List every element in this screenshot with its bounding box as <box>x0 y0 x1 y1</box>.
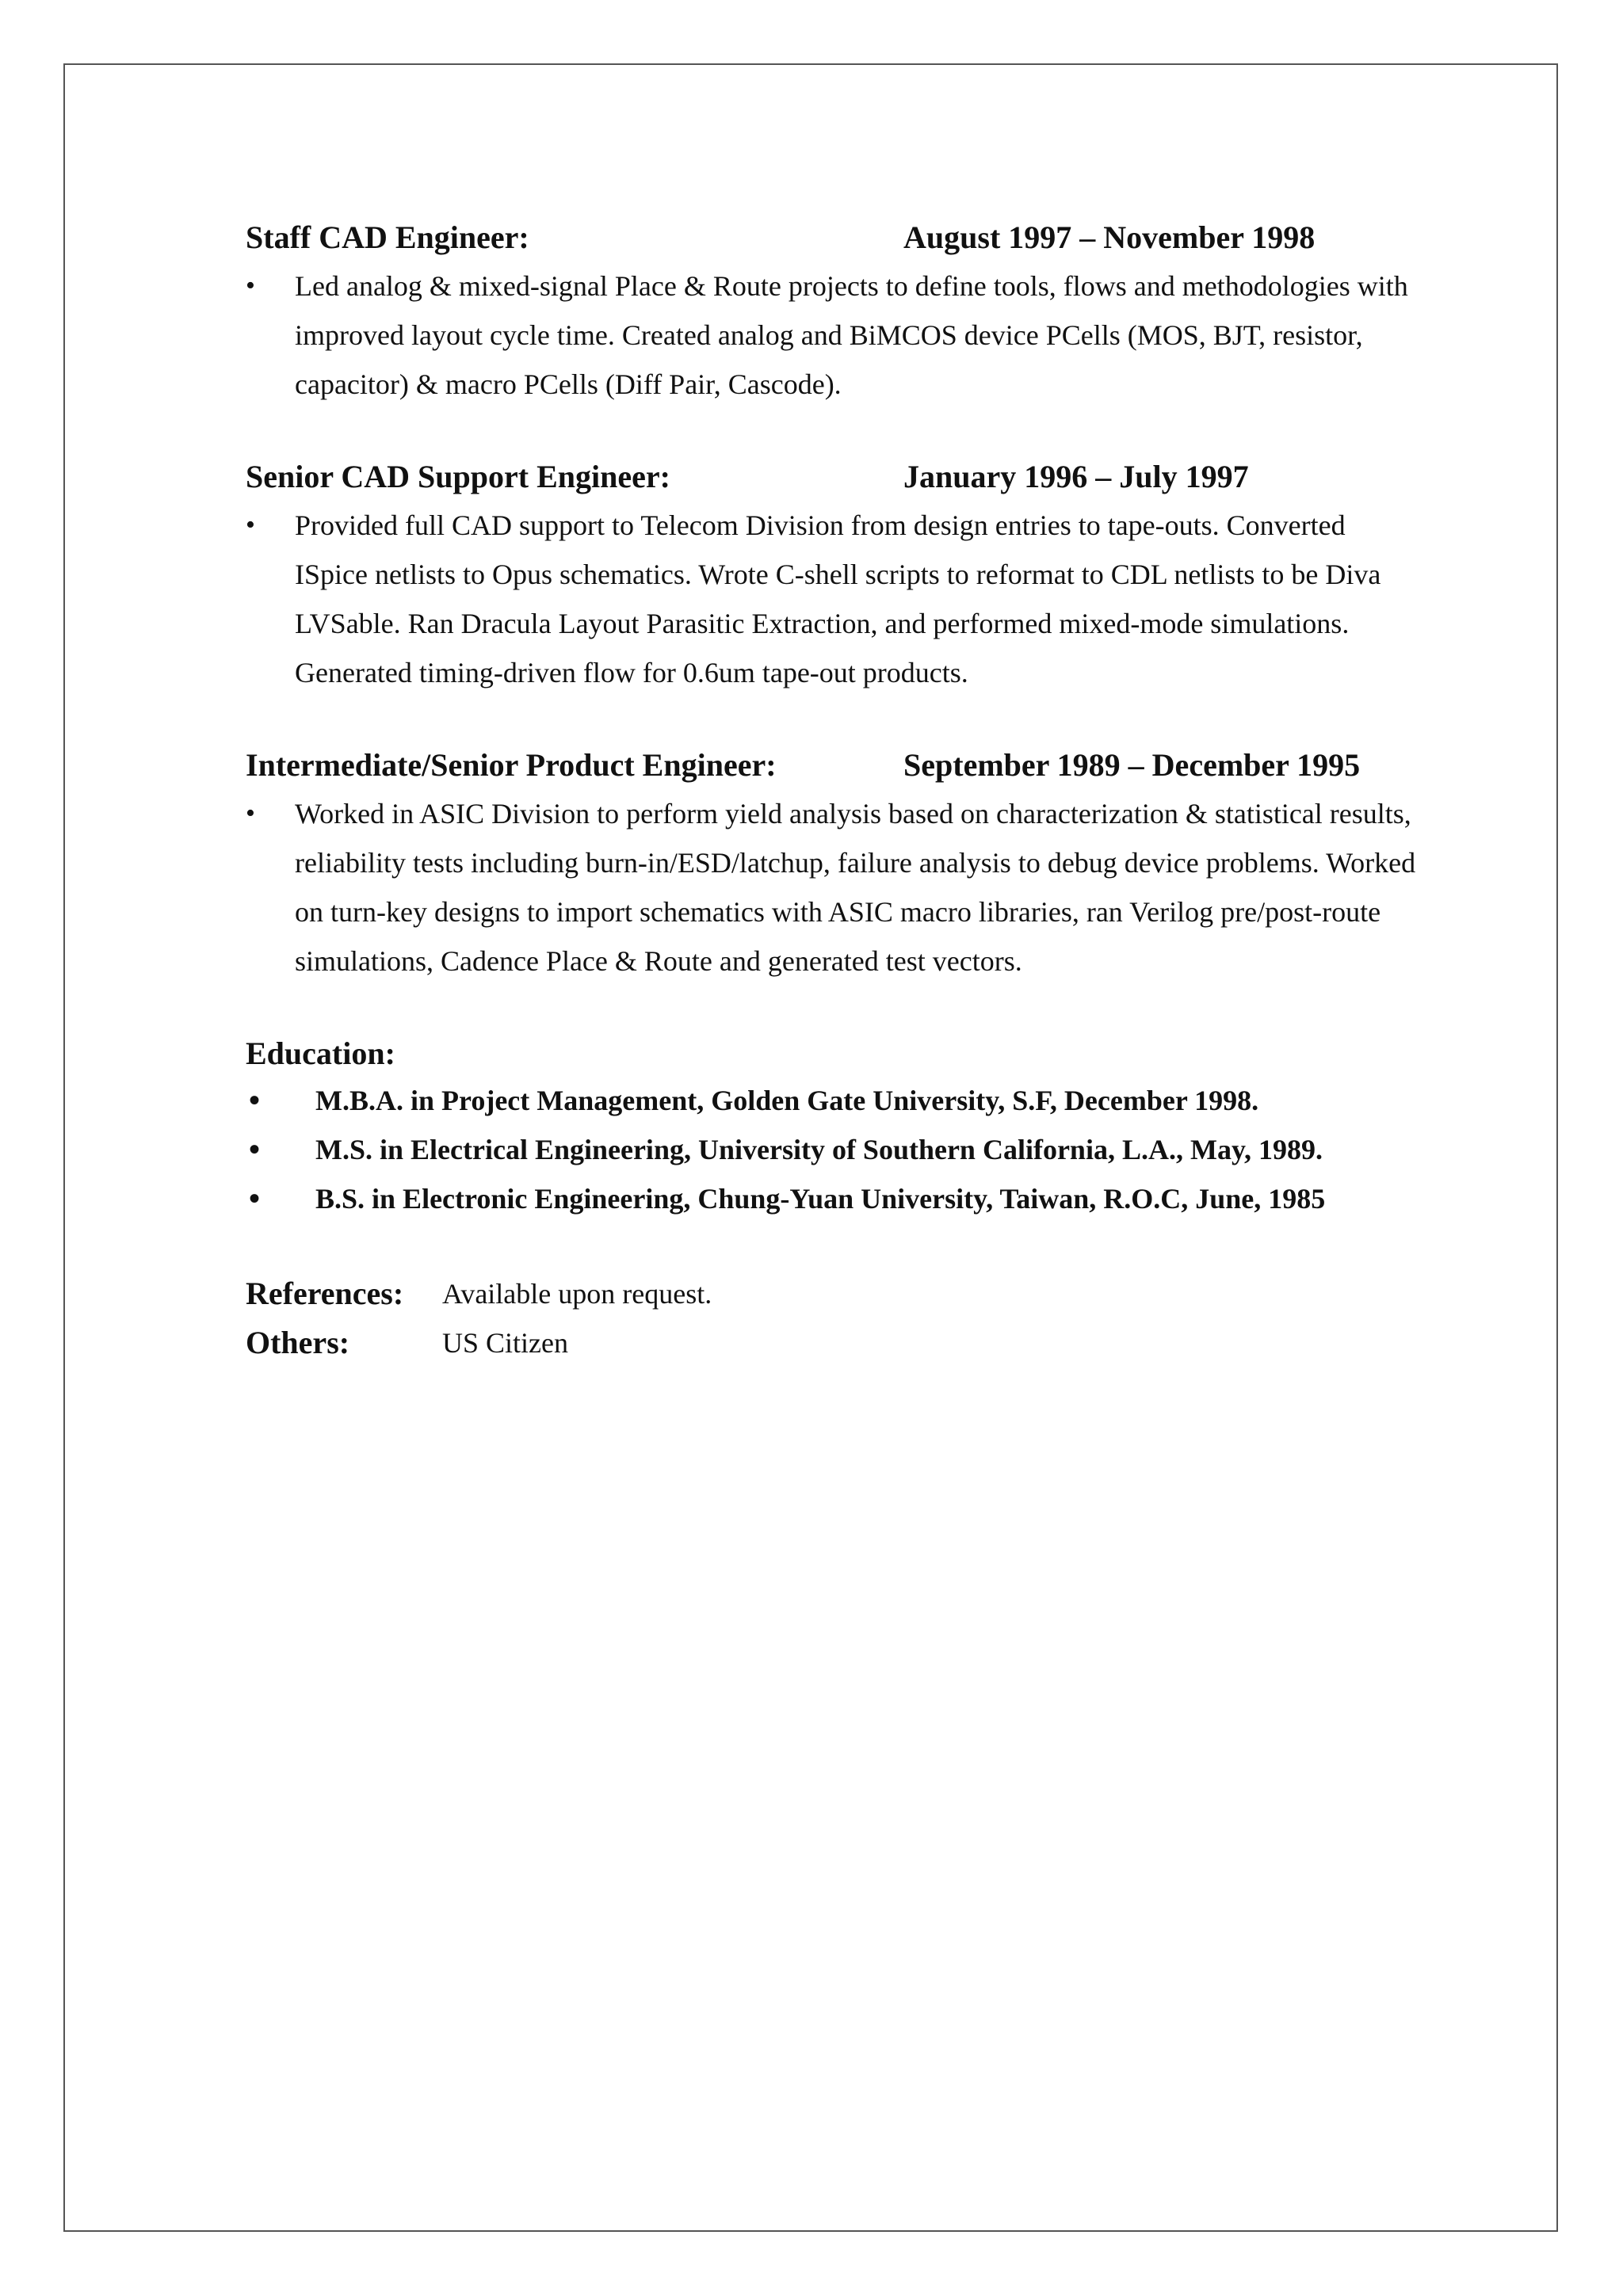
job-bullet <box>246 261 1419 409</box>
job-description: Provided full CAD support to Telecom Division from design entries to tape-outs. Converted ISpice netlists to Opus schematics. Wrote C-shell scripts to reformat to CDL netlists to be Diva LVSable. Ran Dracula Layout Parasitic Extraction, and performed mixed-mode simulations. Generated timing-driven flow for 0.6um tape-out products. <box>295 509 1381 688</box>
bullet-icon: • <box>246 510 255 540</box>
bullet-icon: • <box>246 799 255 828</box>
education-item <box>246 1076 1419 1125</box>
bullet-icon: • <box>249 1082 261 1118</box>
job-title: Staff CAD Engineer: <box>246 219 529 255</box>
job-header <box>246 743 1419 788</box>
job-title: Intermediate/Senior Product Engineer: <box>246 747 777 783</box>
bullet-icon: • <box>249 1131 261 1167</box>
education-item-text: B.S. in Electronic Engineering, Chung-Yuan University, Taiwan, R.O.C, June, 1985 <box>315 1183 1326 1215</box>
job-description: Worked in ASIC Division to perform yield analysis based on characterization & statistical results, reliability tests including burn-in/ESD/latchup, failure analysis to debug device problems. Worked on turn-key designs to import schematics with ASIC macro libraries, ran Verilog pre/post-route simulations, Cadence Place & Route and generated test vectors. <box>295 798 1416 977</box>
references-label: References: <box>246 1276 404 1311</box>
job-staff-cad-engineer <box>246 215 1419 409</box>
education-section <box>246 1032 1419 1223</box>
others-value: US Citizen <box>442 1327 568 1359</box>
education-item <box>246 1125 1419 1174</box>
references-row <box>246 1269 1419 1318</box>
education-item <box>246 1174 1419 1223</box>
job-product-engineer <box>246 743 1419 986</box>
job-dates: January 1996 – July 1997 <box>903 459 1249 494</box>
bullet-icon: • <box>246 271 255 300</box>
education-heading: Education: <box>246 1035 395 1071</box>
others-row <box>246 1318 1419 1367</box>
references-section <box>246 1269 1419 1367</box>
job-bullet <box>246 501 1419 697</box>
resume-content <box>246 215 1419 1367</box>
job-dates: September 1989 – December 1995 <box>903 747 1361 783</box>
job-title: Senior CAD Support Engineer: <box>246 459 670 494</box>
education-item-text: M.S. in Electrical Engineering, University of Southern California, L.A., May, 1989. <box>315 1134 1323 1165</box>
job-dates: August 1997 – November 1998 <box>903 219 1316 255</box>
job-header <box>246 215 1419 260</box>
job-description: Led analog & mixed-signal Place & Route projects to define tools, flows and methodologies with improved layout cycle time. Created analog and BiMCOS device PCells (MOS, BJT, resistor, capacitor) & macro PCells (Diff Pair, Cascode). <box>295 270 1408 400</box>
job-senior-cad-support-engineer <box>246 455 1419 697</box>
others-label: Others: <box>246 1325 350 1360</box>
references-value: Available upon request. <box>442 1278 712 1310</box>
job-bullet <box>246 789 1419 986</box>
bullet-icon: • <box>249 1180 261 1216</box>
job-header <box>246 455 1419 499</box>
education-item-text: M.B.A. in Project Management, Golden Gate University, S.F, December 1998. <box>315 1085 1259 1116</box>
